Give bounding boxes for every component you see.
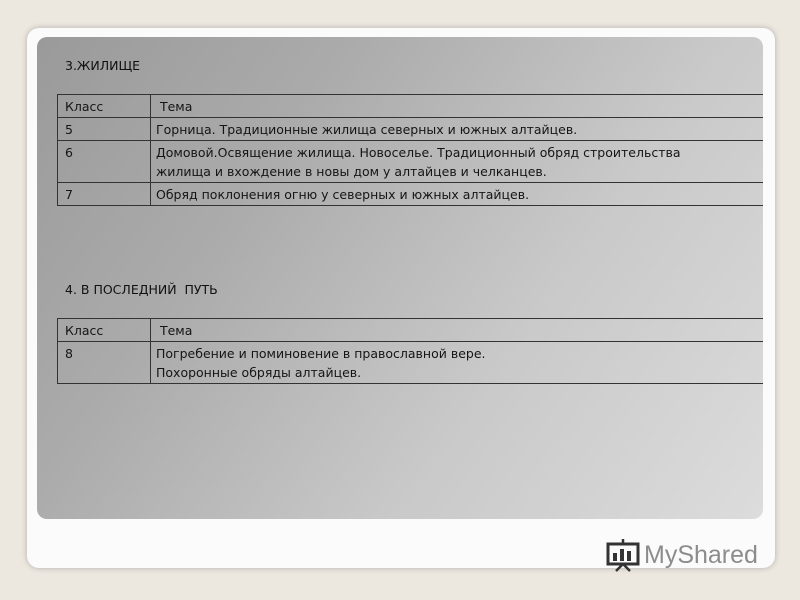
topic-line: Погребение и поминовение в православной вере. xyxy=(156,346,486,361)
table-row xyxy=(58,141,764,183)
topic-line: Домовой.Освящение жилища. Новоселье. Традиционный обряд строительства xyxy=(156,145,681,160)
header-class: Класс xyxy=(58,319,151,342)
header-class: Класс xyxy=(58,95,151,118)
row-topic xyxy=(151,342,764,384)
header-topic: Тема xyxy=(151,95,764,118)
row-class: 6 xyxy=(58,141,151,183)
topic-line: Обряд поклонения огню у северных и южных алтайцев. xyxy=(156,187,530,202)
presentation-board-icon xyxy=(606,538,640,572)
row-class: 7 xyxy=(58,183,151,206)
table-row xyxy=(58,342,764,384)
row-class: 8 xyxy=(58,342,151,384)
table-row xyxy=(58,183,764,206)
row-topic xyxy=(151,183,764,206)
topic-line: Похоронные обряды алтайцев. xyxy=(156,365,362,380)
topic-line: Горница. Традиционные жилища северных и южных алтайцев. xyxy=(156,122,578,137)
slide xyxy=(37,37,763,519)
row-topic xyxy=(151,141,764,183)
header-topic: Тема xyxy=(151,319,764,342)
topics-table-last-journey xyxy=(57,318,763,384)
row-topic xyxy=(151,118,764,141)
watermark-logo xyxy=(606,537,758,573)
section-heading-dwelling: 3.ЖИЛИЩЕ xyxy=(65,58,141,73)
table-header-row xyxy=(58,319,764,342)
watermark-text: MyShared xyxy=(644,540,758,569)
table-row xyxy=(58,118,764,141)
topic-line: жилища и вхождение в новы дом у алтайцев и челканцев. xyxy=(156,164,547,179)
topics-table-dwelling xyxy=(57,94,763,206)
table-header-row xyxy=(58,95,764,118)
row-class: 5 xyxy=(58,118,151,141)
section-heading-last-journey: 4. В ПОСЛЕДНИЙ ПУТЬ xyxy=(65,282,218,297)
